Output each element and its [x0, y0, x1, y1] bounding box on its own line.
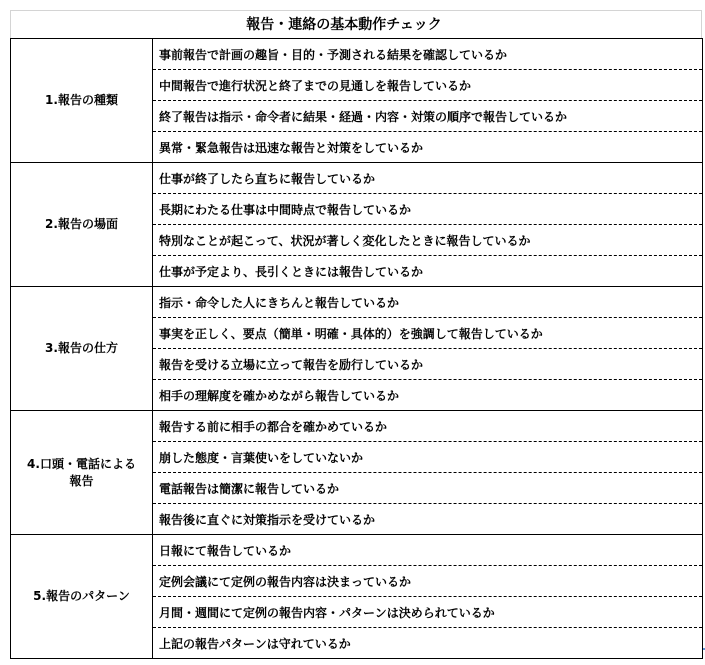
check-item: 長期にわたる仕事は中間時点で報告しているか: [153, 194, 703, 225]
table-row: [11, 535, 703, 566]
table-row: [11, 39, 703, 70]
check-item: 報告後に直ぐに対策指示を受けているか: [153, 504, 703, 535]
check-item: 指示・命令した人にきちんと報告しているか: [153, 287, 703, 318]
table-row: [11, 287, 703, 318]
check-item: 相手の理解度を確かめながら報告しているか: [153, 380, 703, 411]
check-item: 報告を受ける立場に立って報告を励行しているか: [153, 349, 703, 380]
check-item: 事前報告で計画の趣旨・目的・予測される結果を確認しているか: [153, 39, 703, 70]
checklist-sheet: [10, 10, 702, 659]
check-item: 終了報告は指示・命令者に結果・経過・内容・対策の順序で報告しているか: [153, 101, 703, 132]
check-item: 異常・緊急報告は迅速な報告と対策をしているか: [153, 132, 703, 163]
check-item: 月間・週間にて定例の報告内容・パターンは決められているか: [153, 597, 703, 628]
check-item: 事実を正しく、要点（簡単・明確・具体的）を強調して報告しているか: [153, 318, 703, 349]
check-item: 上記の報告パターンは守れているか: [153, 628, 703, 659]
category-cell: 5.報告のパターン: [11, 535, 153, 659]
check-item: 電話報告は簡潔に報告しているか: [153, 473, 703, 504]
sheet-title: [10, 10, 702, 38]
checklist-table: [10, 38, 703, 659]
category-cell: 3.報告の仕方: [11, 287, 153, 411]
check-item: 特別なことが起こって、状況が著しく変化したときに報告しているか: [153, 225, 703, 256]
check-item: 日報にて報告しているか: [153, 535, 703, 566]
table-row: [11, 163, 703, 194]
check-item: 崩した態度・言葉使いをしていないか: [153, 442, 703, 473]
category-cell: 2.報告の場面: [11, 163, 153, 287]
table-row: [11, 411, 703, 442]
check-item: 定例会議にて定例の報告内容は決まっているか: [153, 566, 703, 597]
check-item: 仕事が予定より、長引くときには報告しているか: [153, 256, 703, 287]
check-item: 報告する前に相手の都合を確かめているか: [153, 411, 703, 442]
category-cell: 1.報告の種類: [11, 39, 153, 163]
category-cell: 4.口頭・電話による 報告: [11, 411, 153, 535]
check-item: 仕事が終了したら直ちに報告しているか: [153, 163, 703, 194]
sheet-title-text: 報告・連絡の基本動作チェック: [246, 17, 442, 33]
check-item: 中間報告で進行状況と終了までの見通しを報告しているか: [153, 70, 703, 101]
